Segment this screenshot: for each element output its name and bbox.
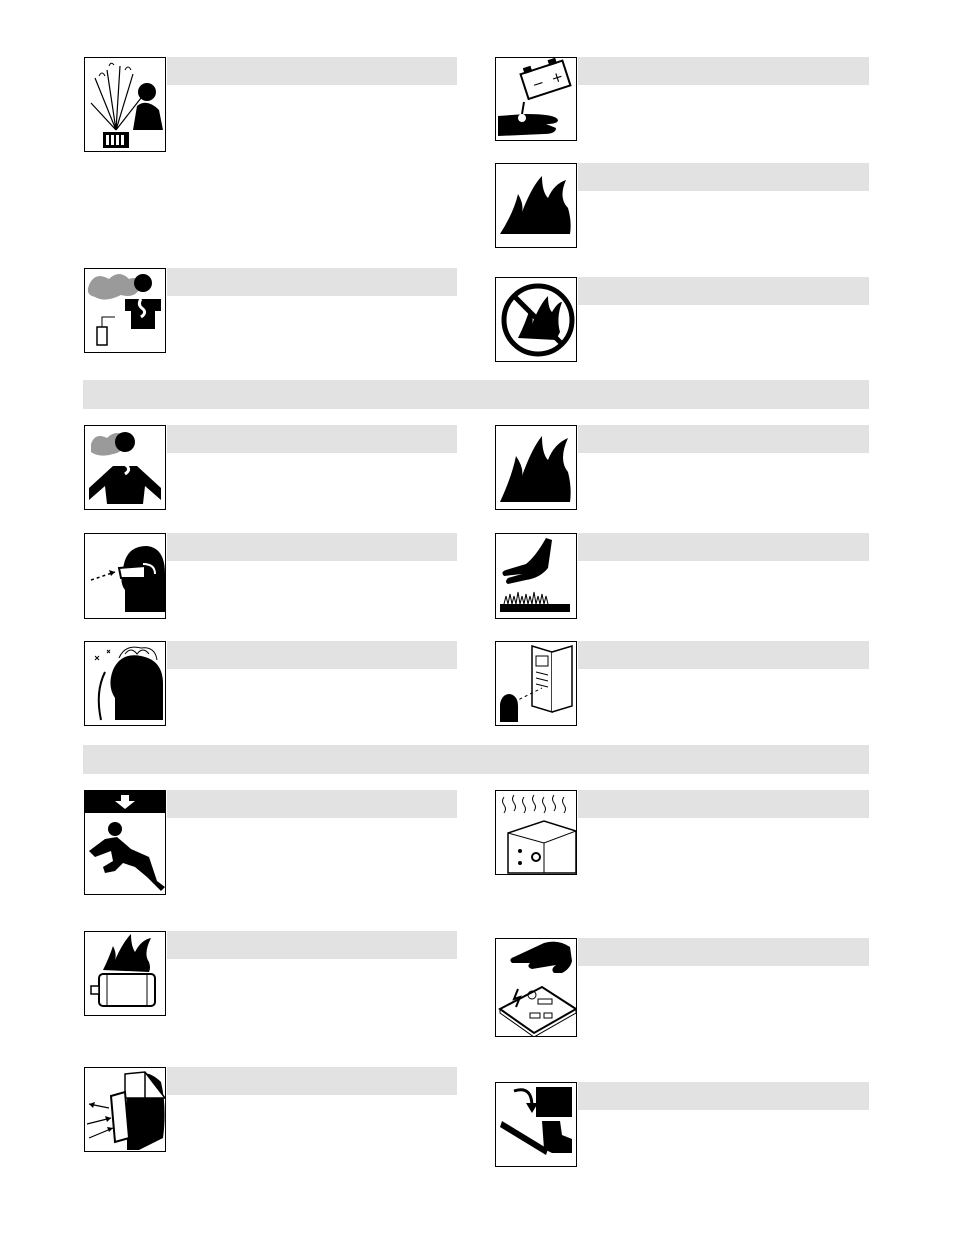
section-header-2: [83, 745, 869, 774]
static-pc-board-icon: [495, 938, 577, 1037]
battery-acid-icon: [495, 57, 577, 141]
hazard-title-bar: [167, 533, 457, 561]
tipping-foot-icon: [495, 1082, 577, 1167]
hazard-title-bar: [578, 641, 869, 669]
noise-hearing-icon: [84, 641, 166, 726]
hazard-title-bar: [578, 163, 869, 191]
battery-explosion-icon: [84, 57, 166, 152]
fumes-breathing-icon: [84, 425, 166, 510]
svg-text:−: −: [530, 74, 547, 94]
read-manual-icon: [495, 641, 577, 726]
hazard-title-bar: [167, 425, 457, 453]
hazard-title-bar: [578, 277, 869, 305]
fire-icon: [495, 163, 577, 248]
hazard-title-bar: [578, 938, 869, 966]
face-shield-icon: [84, 1067, 166, 1152]
hazard-title-bar: [578, 1082, 869, 1110]
svg-text:+: +: [549, 68, 566, 88]
hazard-title-bar: [578, 790, 869, 818]
eye-protection-icon: [84, 533, 166, 619]
hazard-title-bar: [167, 57, 457, 85]
overheating-icon: [495, 790, 577, 875]
hazard-title-bar: [167, 641, 457, 669]
hazard-title-bar: [167, 931, 457, 959]
falling-equipment-icon: [84, 790, 166, 895]
hazard-title-bar: [167, 1067, 457, 1095]
fumes-gases-icon: [84, 268, 166, 353]
hazard-title-bar: [167, 790, 457, 818]
section-header-1: [83, 380, 869, 409]
motor-fire-icon: [84, 931, 166, 1016]
hazard-title-bar: [578, 425, 869, 453]
hazard-title-bar: [578, 533, 869, 561]
hot-surface-icon: [495, 533, 577, 619]
hazard-title-bar: [578, 57, 869, 85]
hazard-title-bar: [167, 268, 457, 296]
no-flame-icon: [495, 277, 577, 362]
flames-icon: [495, 425, 577, 510]
